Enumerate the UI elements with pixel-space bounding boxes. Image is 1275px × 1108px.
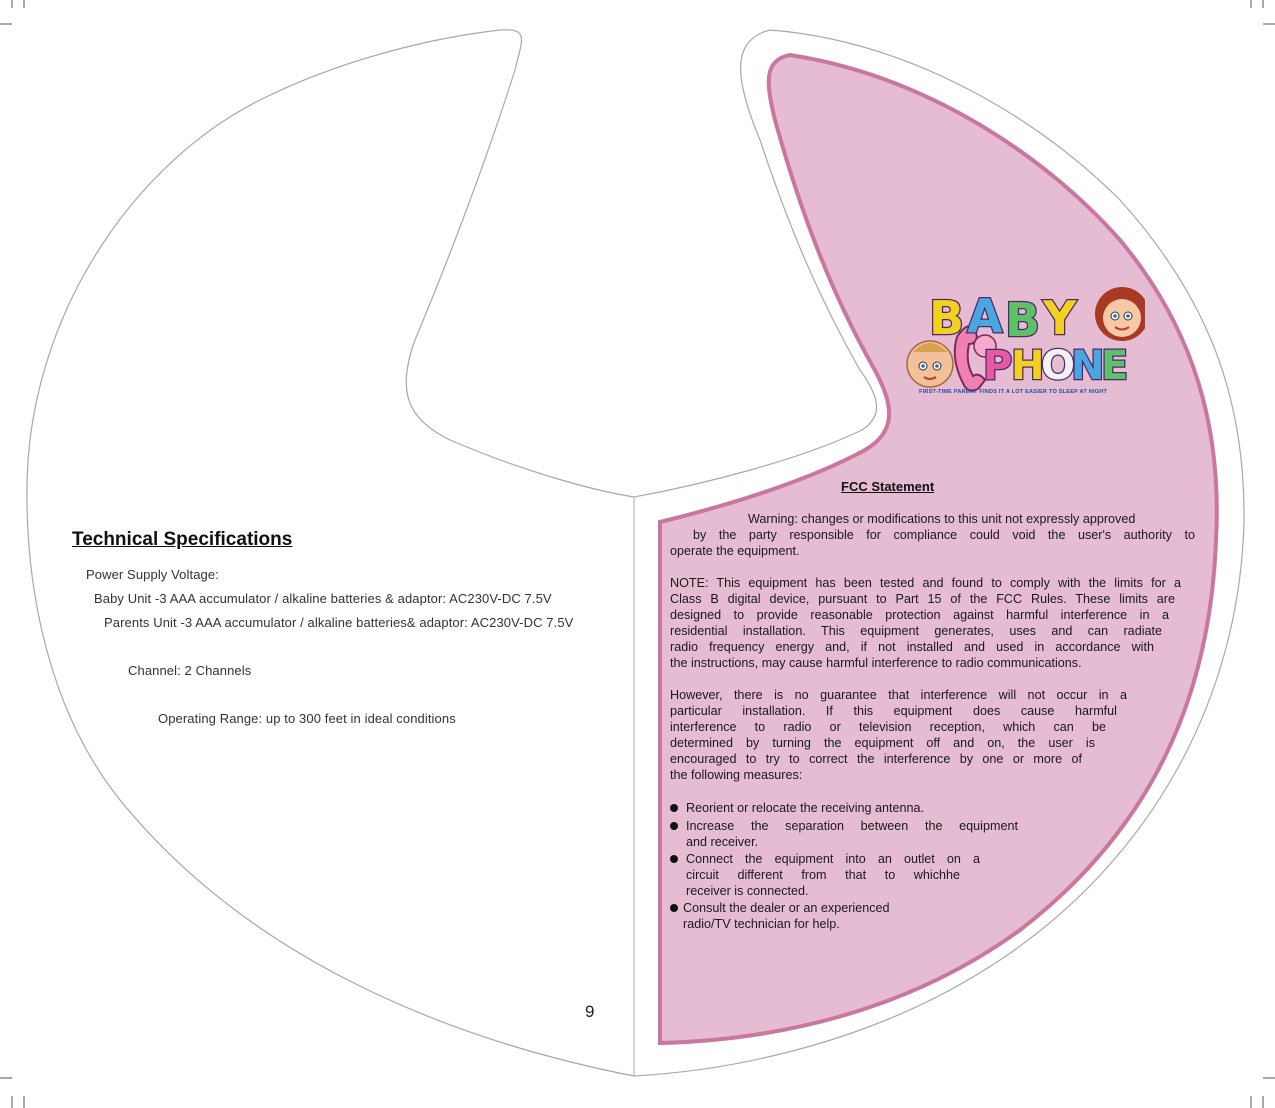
however-line-3: interference to radio or television reception, which can be: [670, 720, 1106, 734]
note-line-5: radio frequency energy and, if not installed and used in accordance with: [670, 640, 1154, 654]
mom-face-icon: [1095, 287, 1145, 341]
operating-range-spec: Operating Range: up to 300 feet in ideal conditions: [158, 711, 456, 726]
warning-line-3: operate the equipment.: [670, 544, 800, 558]
bullet-3-line-1: Connect the equipment into an outlet on a: [686, 852, 980, 866]
baby-unit-spec: Baby Unit -3 AAA accumulator / alkaline batteries & adaptor: AC230V-DC 7.5V: [94, 591, 552, 606]
baby-phone-logo: [905, 282, 1145, 404]
bullet-4-line-2: radio/TV technician for help.: [683, 917, 840, 931]
however-line-5: encouraged to try to correct the interference by one or more of: [670, 752, 1082, 766]
however-line-6: the following measures:: [670, 768, 803, 782]
fcc-statement-title: FCC Statement: [841, 479, 935, 494]
bullet-4-line-1: Consult the dealer or an experienced: [683, 901, 890, 915]
logo-word-baby: [929, 289, 1077, 347]
logo-tagline: FIRST-TIME PARENT FINDS IT A LOT EASIER TO SLEEP AT NIGHT: [919, 389, 1108, 395]
note-line-6: the instructions, may cause harmful interference to radio communications.: [670, 656, 1082, 670]
bullet-2-line-2: and receiver.: [686, 835, 759, 849]
warning-line-1: Warning: changes or modifications to this unit not expressly approved: [748, 512, 1136, 526]
bullet-icon: [670, 822, 678, 830]
svg-text:N: N: [1071, 343, 1105, 389]
note-line-4: residential installation. This equipment generates, uses and can radiate: [670, 624, 1162, 638]
svg-text:H: H: [1011, 343, 1045, 389]
bullet-3-line-3: receiver is connected.: [686, 884, 809, 898]
svg-text:O: O: [1041, 343, 1076, 389]
however-line-1: However, there is no guarantee that interference will not occur in a: [670, 688, 1127, 702]
svg-text:B: B: [1005, 293, 1041, 347]
svg-text:E: E: [1101, 343, 1129, 389]
bullet-item-3: [670, 851, 686, 867]
left-page-outline: [27, 30, 634, 1076]
svg-text:A: A: [967, 289, 1003, 343]
however-line-4: determined by turning the equipment off and on, the user is: [670, 736, 1095, 750]
bullet-icon: [670, 904, 678, 912]
bullet-item-2: [670, 818, 686, 834]
bullet-item-1: [670, 800, 924, 816]
svg-text:Y: Y: [1043, 291, 1077, 345]
page-number: 9: [585, 1002, 595, 1021]
baby-face-icon: [907, 341, 953, 387]
bullet-3-line-2: circuit different from that to whichhe: [686, 868, 960, 882]
warning-line-2: by the party responsible for compliance could void the user's authority to: [693, 528, 1195, 542]
however-line-2: particular installation. If this equipment does cause harmful: [670, 704, 1117, 718]
logo-word-phone: [983, 343, 1128, 389]
bullet-item-4: [670, 900, 890, 916]
svg-text:P: P: [983, 343, 1013, 389]
channel-spec: Channel: 2 Channels: [128, 663, 252, 678]
power-supply-label: Power Supply Voltage:: [86, 567, 219, 582]
svg-text:B: B: [929, 291, 965, 345]
technical-specifications-title: Technical Specifications: [72, 529, 293, 550]
note-line-2: Class B digital device, pursuant to Part 15 of the FCC Rules. These limits are: [670, 592, 1175, 606]
bullet-icon: [670, 804, 678, 812]
parents-unit-spec: Parents Unit -3 AAA accumulator / alkaline batteries& adaptor: AC230V-DC 7.5V: [104, 615, 574, 630]
note-line-1: NOTE: This equipment has been tested and found to comply with the limits for a: [670, 576, 1181, 590]
logo-artwork: [905, 282, 1145, 404]
bullet-2-line-1: Increase the separation between the equipment: [686, 819, 1018, 833]
bullet-icon: [670, 855, 678, 863]
bullet-1-line-1: Reorient or relocate the receiving antenna.: [686, 801, 925, 815]
note-line-3: designed to provide reasonable protection against harmful interference in a: [670, 608, 1169, 622]
